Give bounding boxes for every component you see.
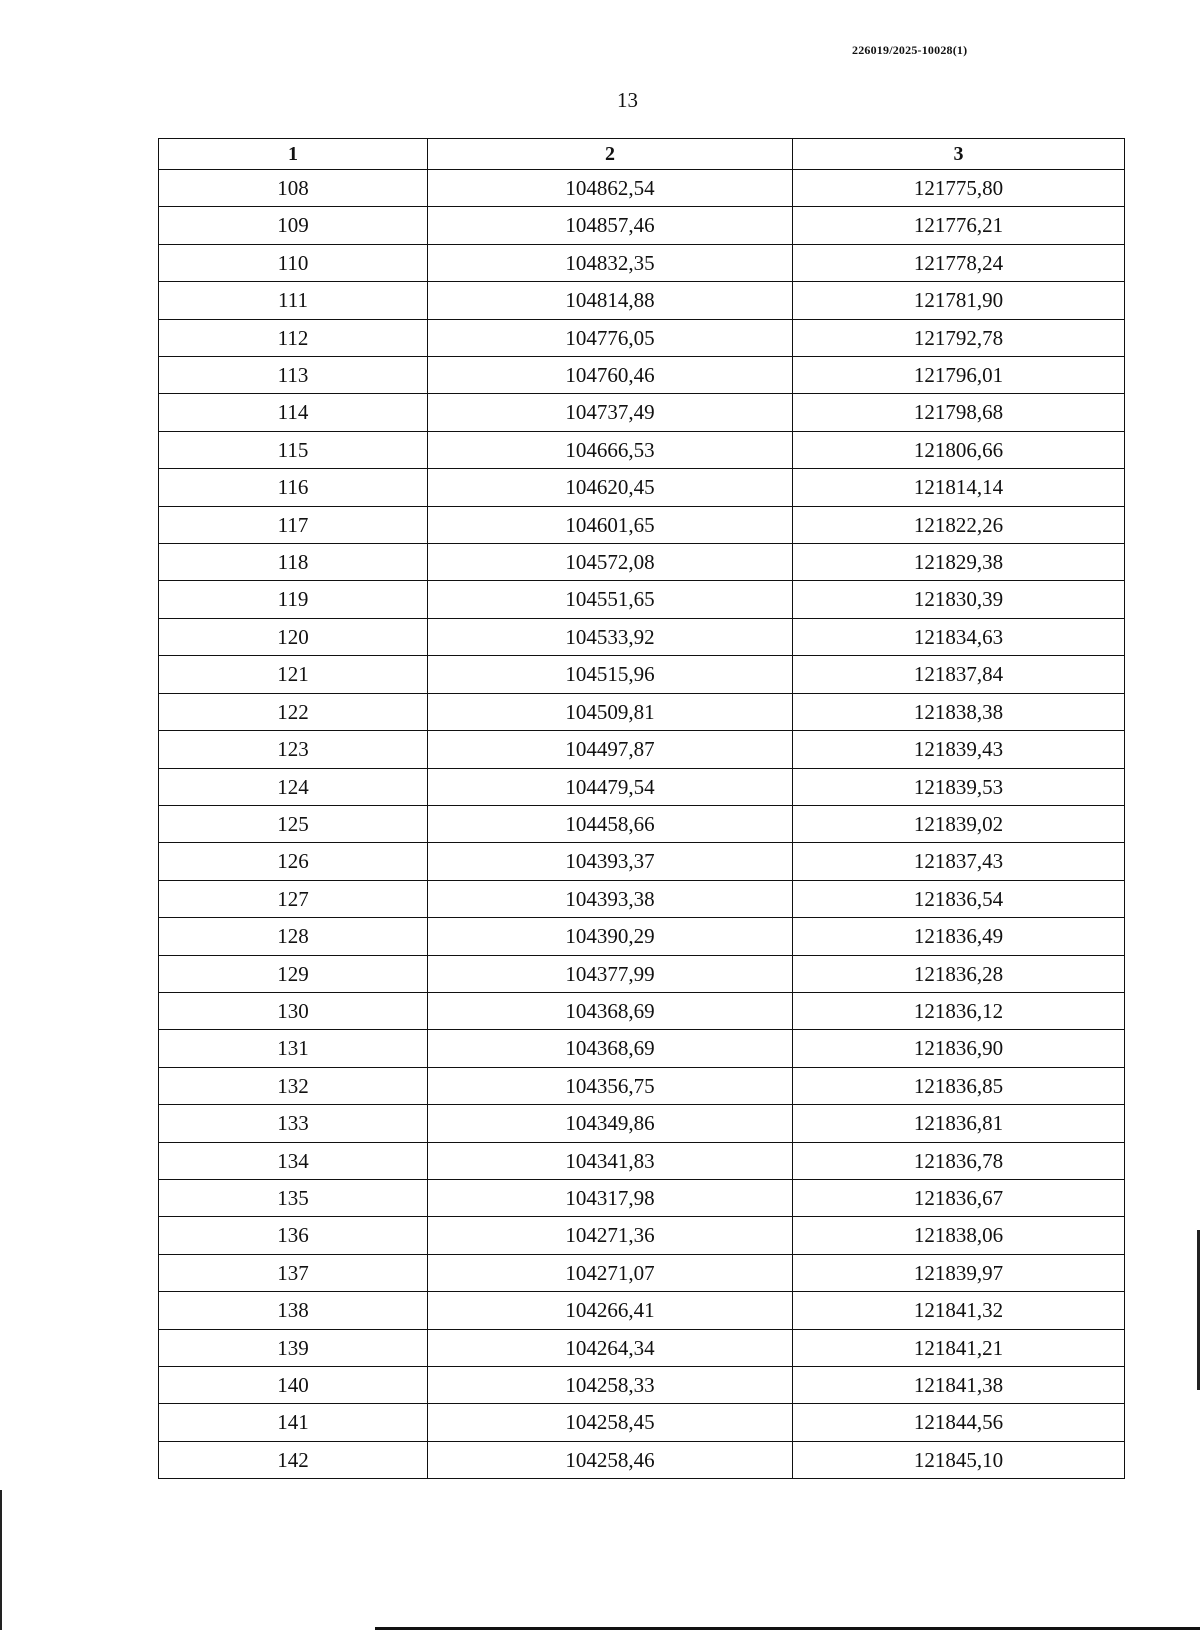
cell-coordinate-y: 121839,97 (793, 1254, 1125, 1291)
cell-point-number: 135 (159, 1179, 428, 1216)
cell-coordinate-y: 121806,66 (793, 431, 1125, 468)
cell-coordinate-x: 104458,66 (428, 805, 793, 842)
cell-coordinate-x: 104356,75 (428, 1067, 793, 1104)
cell-coordinate-y: 121836,81 (793, 1105, 1125, 1142)
cell-coordinate-x: 104857,46 (428, 207, 793, 244)
cell-point-number: 126 (159, 843, 428, 880)
cell-point-number: 139 (159, 1329, 428, 1366)
cell-coordinate-x: 104601,65 (428, 506, 793, 543)
table-row (159, 506, 1125, 543)
cell-coordinate-x: 104832,35 (428, 244, 793, 281)
cell-coordinate-x: 104271,07 (428, 1254, 793, 1291)
cell-coordinate-x: 104390,29 (428, 918, 793, 955)
cell-coordinate-y: 121829,38 (793, 544, 1125, 581)
cell-coordinate-y: 121836,78 (793, 1142, 1125, 1179)
cell-coordinate-y: 121845,10 (793, 1441, 1125, 1478)
cell-point-number: 125 (159, 805, 428, 842)
cell-coordinate-x: 104737,49 (428, 394, 793, 431)
cell-point-number: 137 (159, 1254, 428, 1291)
table-row (159, 1404, 1125, 1441)
cell-coordinate-y: 121822,26 (793, 506, 1125, 543)
cell-coordinate-y: 121776,21 (793, 207, 1125, 244)
cell-coordinate-x: 104479,54 (428, 768, 793, 805)
cell-coordinate-y: 121834,63 (793, 618, 1125, 655)
cell-point-number: 130 (159, 992, 428, 1029)
cell-point-number: 136 (159, 1217, 428, 1254)
cell-point-number: 110 (159, 244, 428, 281)
column-header-3: 3 (793, 139, 1125, 170)
cell-coordinate-x: 104258,45 (428, 1404, 793, 1441)
table-row (159, 469, 1125, 506)
cell-coordinate-y: 121838,38 (793, 693, 1125, 730)
cell-coordinate-y: 121814,14 (793, 469, 1125, 506)
cell-coordinate-x: 104760,46 (428, 357, 793, 394)
cell-point-number: 117 (159, 506, 428, 543)
table-row (159, 1367, 1125, 1404)
cell-coordinate-x: 104349,86 (428, 1105, 793, 1142)
cell-coordinate-x: 104515,96 (428, 656, 793, 693)
table-row (159, 768, 1125, 805)
cell-point-number: 114 (159, 394, 428, 431)
table-row (159, 1329, 1125, 1366)
table-row (159, 805, 1125, 842)
cell-coordinate-y: 121798,68 (793, 394, 1125, 431)
cell-point-number: 123 (159, 731, 428, 768)
table-row (159, 394, 1125, 431)
table-row (159, 244, 1125, 281)
column-header-2: 2 (428, 139, 793, 170)
cell-coordinate-x: 104551,65 (428, 581, 793, 618)
table-row (159, 170, 1125, 207)
cell-point-number: 142 (159, 1441, 428, 1478)
cell-coordinate-x: 104266,41 (428, 1292, 793, 1329)
table-row (159, 843, 1125, 880)
cell-point-number: 133 (159, 1105, 428, 1142)
table-row (159, 282, 1125, 319)
cell-coordinate-x: 104264,34 (428, 1329, 793, 1366)
cell-coordinate-x: 104393,38 (428, 880, 793, 917)
table-row (159, 1067, 1125, 1104)
table-body (159, 170, 1125, 1479)
page-number: 13 (617, 88, 638, 112)
cell-coordinate-y: 121781,90 (793, 282, 1125, 319)
cell-coordinate-x: 104368,69 (428, 1030, 793, 1067)
cell-point-number: 141 (159, 1404, 428, 1441)
table-row (159, 1217, 1125, 1254)
scan-edge-line-left (0, 1490, 2, 1630)
table-row (159, 319, 1125, 356)
cell-point-number: 131 (159, 1030, 428, 1067)
cell-coordinate-y: 121836,12 (793, 992, 1125, 1029)
cell-point-number: 128 (159, 918, 428, 955)
table-header (159, 139, 1125, 170)
cell-coordinate-x: 104572,08 (428, 544, 793, 581)
table-row (159, 1030, 1125, 1067)
cell-coordinate-y: 121841,38 (793, 1367, 1125, 1404)
cell-point-number: 134 (159, 1142, 428, 1179)
cell-coordinate-x: 104620,45 (428, 469, 793, 506)
cell-point-number: 122 (159, 693, 428, 730)
table-row (159, 1179, 1125, 1216)
table-row (159, 544, 1125, 581)
cell-coordinate-y: 121839,43 (793, 731, 1125, 768)
table-row (159, 357, 1125, 394)
cell-coordinate-y: 121775,80 (793, 170, 1125, 207)
cell-coordinate-x: 104377,99 (428, 955, 793, 992)
table-row (159, 731, 1125, 768)
cell-point-number: 108 (159, 170, 428, 207)
cell-coordinate-x: 104497,87 (428, 731, 793, 768)
cell-coordinate-y: 121837,43 (793, 843, 1125, 880)
cell-coordinate-y: 121844,56 (793, 1404, 1125, 1441)
cell-coordinate-x: 104258,46 (428, 1441, 793, 1478)
table-row (159, 1254, 1125, 1291)
cell-coordinate-y: 121836,28 (793, 955, 1125, 992)
cell-coordinate-y: 121836,67 (793, 1179, 1125, 1216)
cell-coordinate-y: 121838,06 (793, 1217, 1125, 1254)
cell-coordinate-y: 121841,32 (793, 1292, 1125, 1329)
cell-coordinate-x: 104666,53 (428, 431, 793, 468)
cell-point-number: 129 (159, 955, 428, 992)
cell-point-number: 140 (159, 1367, 428, 1404)
cell-point-number: 111 (159, 282, 428, 319)
table-row (159, 581, 1125, 618)
cell-coordinate-y: 121836,54 (793, 880, 1125, 917)
cell-point-number: 112 (159, 319, 428, 356)
cell-coordinate-y: 121839,53 (793, 768, 1125, 805)
cell-coordinate-x: 104341,83 (428, 1142, 793, 1179)
cell-coordinate-y: 121841,21 (793, 1329, 1125, 1366)
cell-point-number: 119 (159, 581, 428, 618)
table-row (159, 431, 1125, 468)
cell-coordinate-y: 121792,78 (793, 319, 1125, 356)
cell-coordinate-x: 104368,69 (428, 992, 793, 1029)
cell-coordinate-x: 104814,88 (428, 282, 793, 319)
cell-point-number: 118 (159, 544, 428, 581)
table-row (159, 880, 1125, 917)
table-row (159, 992, 1125, 1029)
cell-coordinate-x: 104393,37 (428, 843, 793, 880)
cell-coordinate-x: 104317,98 (428, 1179, 793, 1216)
cell-point-number: 132 (159, 1067, 428, 1104)
table-row (159, 207, 1125, 244)
cell-point-number: 121 (159, 656, 428, 693)
cell-point-number: 116 (159, 469, 428, 506)
coordinates-table-container (158, 138, 1124, 1479)
table-row (159, 1292, 1125, 1329)
cell-coordinate-x: 104258,33 (428, 1367, 793, 1404)
cell-coordinate-x: 104271,36 (428, 1217, 793, 1254)
cell-point-number: 109 (159, 207, 428, 244)
cell-coordinate-x: 104776,05 (428, 319, 793, 356)
cell-point-number: 113 (159, 357, 428, 394)
cell-point-number: 138 (159, 1292, 428, 1329)
table-row (159, 1142, 1125, 1179)
table-row (159, 918, 1125, 955)
cell-coordinate-x: 104862,54 (428, 170, 793, 207)
cell-coordinate-y: 121836,49 (793, 918, 1125, 955)
cell-coordinate-y: 121796,01 (793, 357, 1125, 394)
document-id: 226019/2025-10028(1) (852, 43, 968, 57)
cell-point-number: 115 (159, 431, 428, 468)
cell-coordinate-y: 121778,24 (793, 244, 1125, 281)
table-header-row (159, 139, 1125, 170)
cell-coordinate-y: 121830,39 (793, 581, 1125, 618)
cell-coordinate-y: 121836,85 (793, 1067, 1125, 1104)
table-row (159, 955, 1125, 992)
cell-coordinate-x: 104509,81 (428, 693, 793, 730)
table-row (159, 693, 1125, 730)
cell-coordinate-x: 104533,92 (428, 618, 793, 655)
cell-point-number: 127 (159, 880, 428, 917)
column-header-1: 1 (159, 139, 428, 170)
cell-coordinate-y: 121839,02 (793, 805, 1125, 842)
table-row (159, 1105, 1125, 1142)
table-row (159, 656, 1125, 693)
cell-point-number: 120 (159, 618, 428, 655)
coordinates-table (158, 138, 1125, 1479)
cell-coordinate-y: 121837,84 (793, 656, 1125, 693)
table-row (159, 1441, 1125, 1478)
cell-point-number: 124 (159, 768, 428, 805)
table-row (159, 618, 1125, 655)
cell-coordinate-y: 121836,90 (793, 1030, 1125, 1067)
